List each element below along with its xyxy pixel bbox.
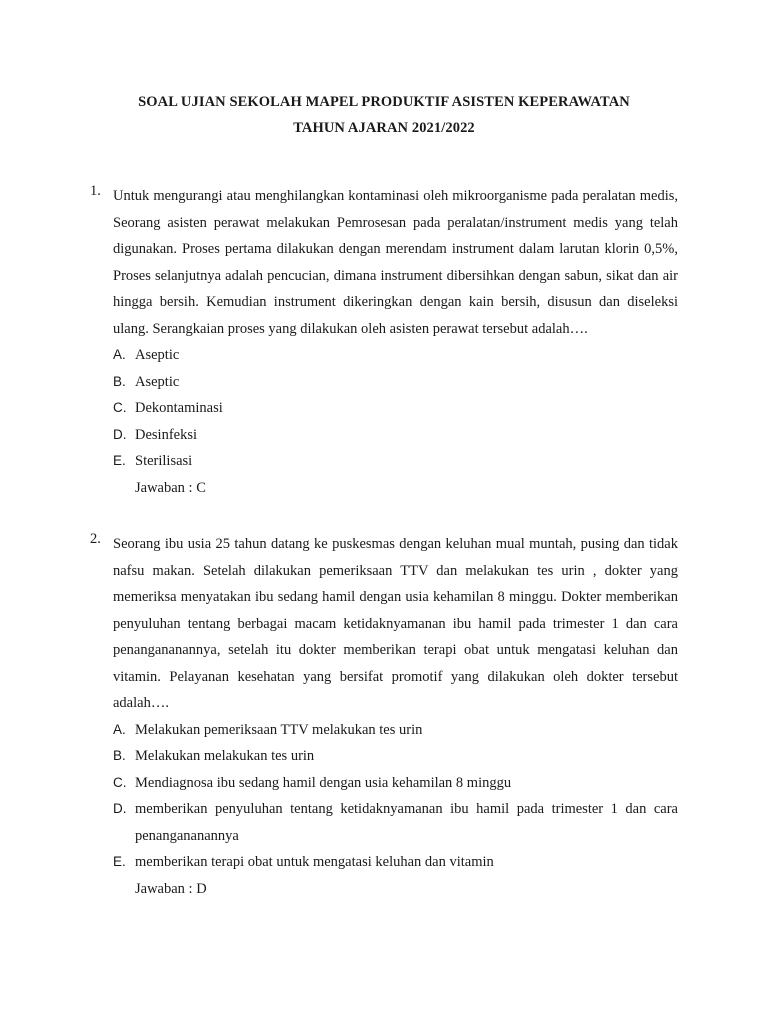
option-a bbox=[113, 342, 678, 369]
option-d bbox=[113, 796, 678, 849]
option-text: Aseptic bbox=[135, 373, 180, 390]
option-letter: A. bbox=[113, 721, 126, 737]
option-letter: B. bbox=[113, 748, 126, 763]
option-a bbox=[113, 717, 678, 744]
option-c bbox=[113, 770, 678, 797]
question-number: 2. bbox=[90, 531, 101, 547]
option-letter: D. bbox=[113, 801, 127, 816]
option-list bbox=[113, 717, 678, 876]
option-text: memberikan penyuluhan tentang ketidaknyamanan ibu hamil pada trimester 1 dan cara penangananannya bbox=[135, 801, 678, 844]
option-letter: D. bbox=[113, 426, 127, 442]
question-number: 1. bbox=[90, 183, 101, 199]
option-text: Melakukan pemeriksaan TTV melakukan tes urin bbox=[135, 721, 423, 738]
option-e bbox=[113, 448, 678, 475]
option-letter: C. bbox=[113, 400, 127, 415]
answer-key: Jawaban : C bbox=[135, 479, 206, 496]
option-letter: E. bbox=[113, 453, 126, 468]
option-text: Dekontaminasi bbox=[135, 400, 223, 416]
option-b bbox=[113, 369, 678, 396]
option-letter: A. bbox=[113, 347, 126, 362]
question-text: Untuk mengurangi atau menghilangkan kontaminasi oleh mikroorganisme pada peralatan medis, Seorang asisten perawat melakukan Pemrosesan pada peralatan/instrument medis yang telah digunakan. Proses pertama dilakukan dengan merendam instrument dalam larutan klorin 0,5%, Proses selanjutnya adalah pencucian, dimana instrument dibersihkan dengan sabun, sikat dan air hingga bersih. Kemudian instrument dikeringkan dengan kain bersih, disusun dan diseleksi ulang. Serangkaian proses yang dilakukan oleh asisten perawat tersebut adalah…. bbox=[113, 188, 678, 337]
option-text: Melakukan melakukan tes urin bbox=[135, 748, 315, 764]
option-text: Aseptic bbox=[135, 347, 180, 363]
question-text: Seorang ibu usia 25 tahun datang ke puskesmas dengan keluhan mual muntah, pusing dan tidak nafsu makan. Setelah dilakukan pemeriksaan TTV dan melakukan tes urin , dokter yang memeriksa menyatakan ibu sedang hamil dengan usia kehamilan 8 minggu. Dokter memberikan penyuluhan tentang berbagai macam ketidaknyamanan ibu hamil pada trimester 1 dan cara penangananannya, setelah itu dokter memberikan terapi obat untuk mengatasi keluhan dan vitamin. Pelayanan kesehatan yang bersifat promotif yang dilakukan oleh dokter tersebut adalah…. bbox=[113, 536, 678, 711]
option-list bbox=[113, 342, 678, 475]
option-d bbox=[113, 422, 678, 449]
option-b bbox=[113, 743, 678, 770]
option-text: Desinfeksi bbox=[135, 426, 198, 443]
option-letter: E. bbox=[113, 854, 126, 869]
question-1 bbox=[90, 183, 678, 501]
option-letter: B. bbox=[113, 373, 126, 389]
option-text: Sterilisasi bbox=[135, 453, 193, 469]
option-text: Mendiagnosa ibu sedang hamil dengan usia kehamilan 8 minggu bbox=[135, 774, 512, 791]
option-e bbox=[113, 849, 678, 876]
document-subtitle: TAHUN AJARAN 2021/2022 bbox=[293, 120, 475, 136]
option-c bbox=[113, 395, 678, 422]
answer-key: Jawaban : D bbox=[135, 880, 207, 897]
option-letter: C. bbox=[113, 774, 127, 790]
document-title: SOAL UJIAN SEKOLAH MAPEL PRODUKTIF ASISTEN KEPERAWATAN bbox=[138, 94, 630, 110]
option-text: memberikan terapi obat untuk mengatasi keluhan dan vitamin bbox=[135, 854, 494, 870]
question-2 bbox=[90, 531, 678, 902]
